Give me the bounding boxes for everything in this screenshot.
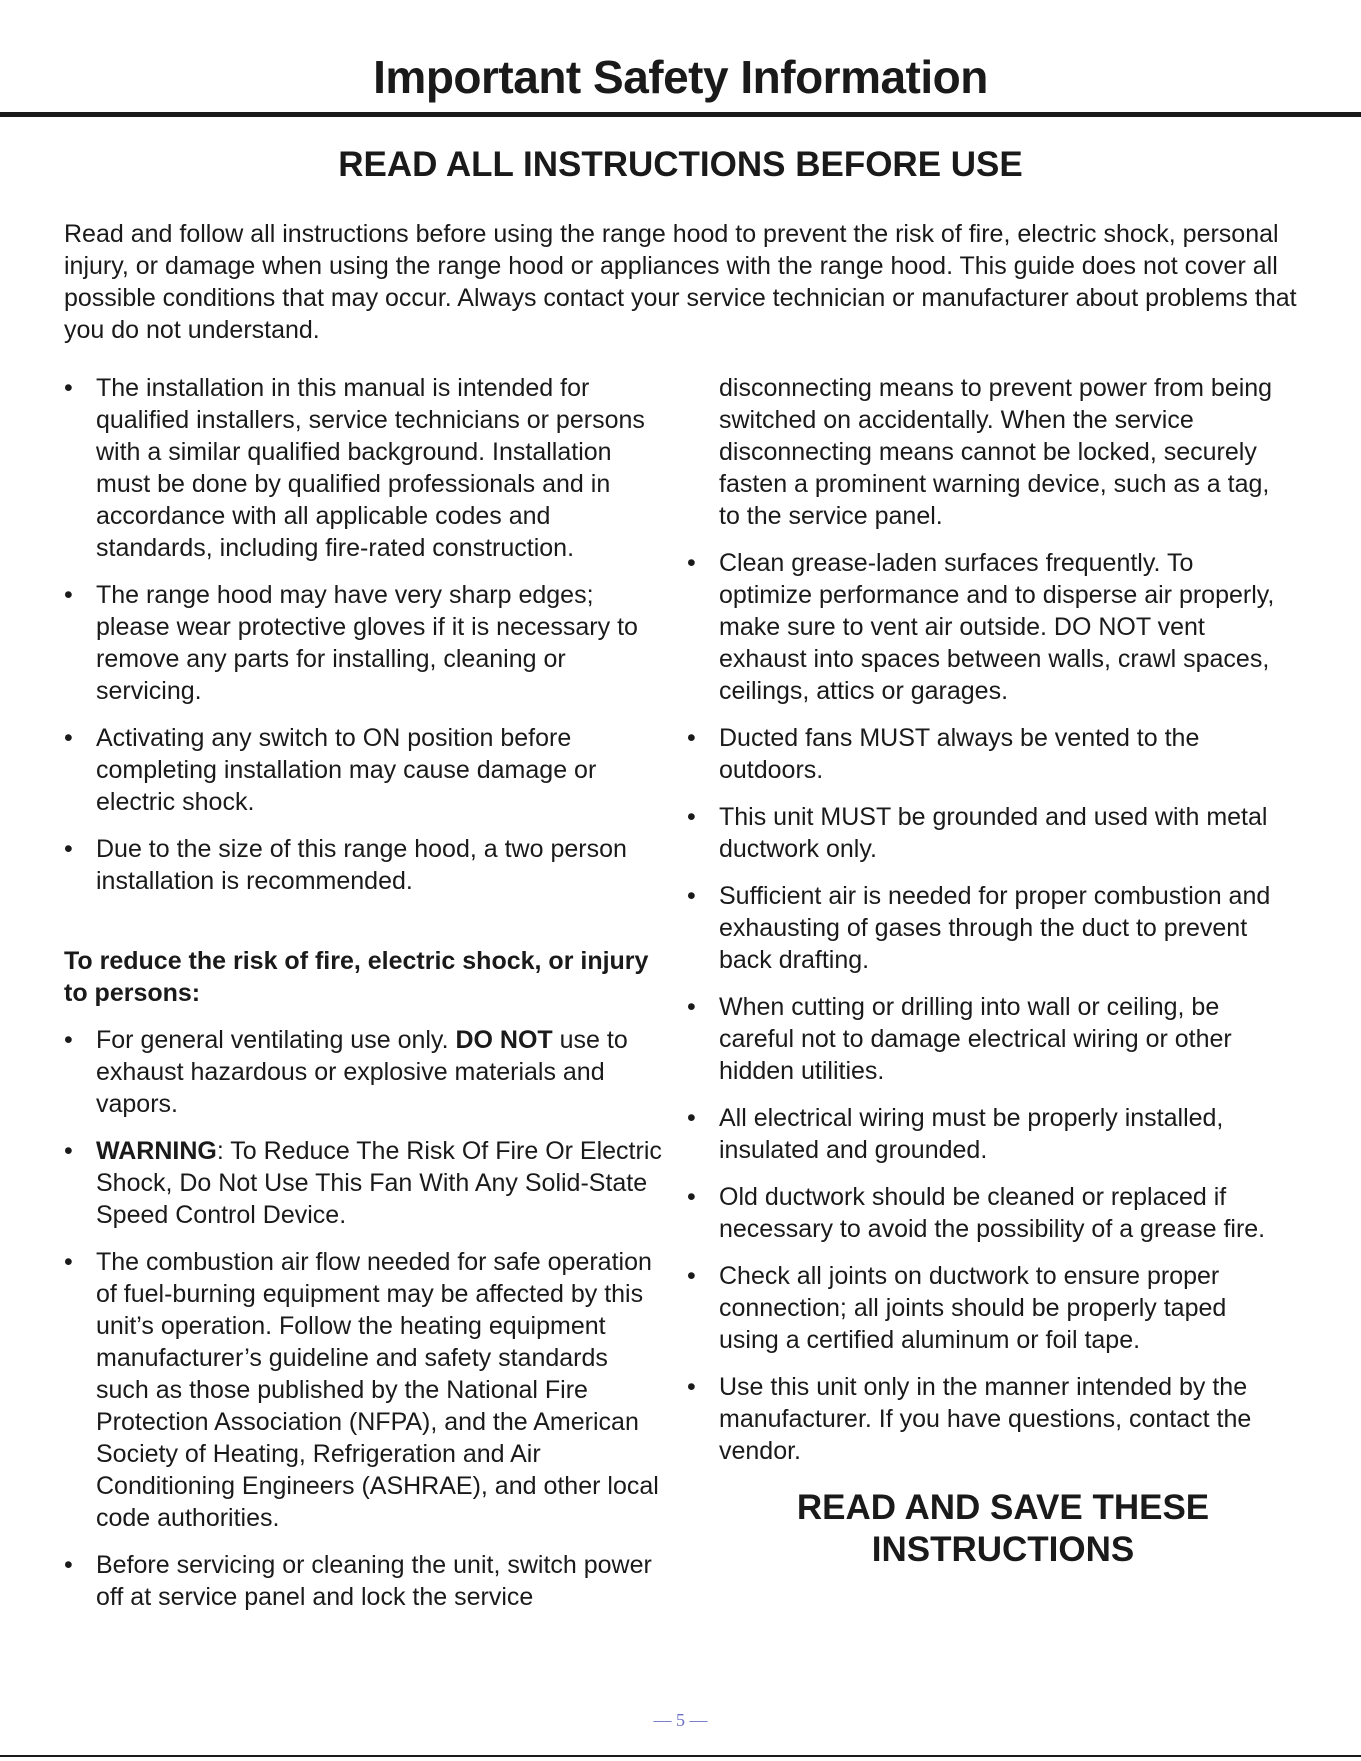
bullet-list-general (64, 372, 664, 897)
sub-heading: READ ALL INSTRUCTIONS BEFORE USE (338, 145, 1023, 184)
intro-paragraph: Read and follow all instructions before using the range hood to prevent the risk of fire, electric shock, personal injury, or damage when using the range hood or appliances with the range hood. This guide does not cover all possible conditions that may occur. Always contact your service technician or manufacturer about problems that you do not understand. (64, 220, 1297, 344)
list-item: • All electrical wiring must be properly installed, insulated and grounded. (687, 1102, 1287, 1166)
bottom-divider (0, 1755, 1361, 1757)
bullet-list-continued (687, 372, 1287, 1467)
page-title: Important Safety Information (373, 51, 988, 103)
item-text: For general ventilating use only. (96, 1026, 456, 1054)
bullet-list-risk (64, 1024, 664, 1613)
list-item: • The installation in this manual is intended for qualified installers, service technicians or persons with a similar qualified background. Installation must be done by qualified professionals and in accordance with all applicable codes and standards, including fire-rated construction. (64, 372, 664, 564)
item-text: use to exhaust hazardous or explosive materials and vapors. (96, 1026, 628, 1118)
save-line-1: READ AND SAVE THESE (796, 1488, 1210, 1527)
list-item: • Use this unit only in the manner intended by the manufacturer. If you have questions, contact the vendor. (687, 1371, 1287, 1467)
list-item: • Old ductwork should be cleaned or replaced if necessary to avoid the possibility of a grease fire. (687, 1181, 1287, 1245)
list-item: • Before servicing or cleaning the unit, switch power off at service panel and lock the service (64, 1549, 664, 1613)
left-column (64, 372, 664, 1628)
save-instructions-heading (687, 1487, 1287, 1571)
list-item: • Sufficient air is needed for proper combustion and exhausting of gases through the duct to prevent back drafting. (687, 880, 1287, 976)
list-item-continuation: disconnecting means to prevent power from being switched on accidentally. When the service disconnecting means cannot be locked, securely fasten a prominent warning device, such as a tag, to the service panel. (719, 374, 1273, 530)
list-item: • The range hood may have very sharp edges; please wear protective gloves if it is necessary to remove any parts for installing, cleaning or servicing. (64, 579, 664, 707)
title-divider (0, 112, 1361, 117)
item-emphasis: DO NOT (455, 1026, 553, 1054)
list-item: • Ducted fans MUST always be vented to the outdoors. (687, 722, 1287, 786)
list-item: • This unit MUST be grounded and used with metal ductwork only. (687, 801, 1287, 865)
list-item: • Due to the size of this range hood, a two person installation is recommended. (64, 833, 664, 897)
list-item: • Check all joints on ductwork to ensure proper connection; all joints should be properly taped using a certified aluminum or foil tape. (687, 1260, 1287, 1356)
list-item: • When cutting or drilling into wall or ceiling, be careful not to damage electrical wiring or other hidden utilities. (687, 991, 1287, 1087)
right-column (687, 372, 1287, 1571)
list-item: • Clean grease-laden surfaces frequently. To optimize performance and to disperse air properly, make sure to vent air outside. DO NOT vent exhaust into spaces between walls, crawl spaces, ceilings, attics or garages. (687, 547, 1287, 707)
list-item: • The combustion air flow needed for safe operation of fuel-burning equipment may be affected by this unit’s operation. Follow the heating equipment manufacturer’s guideline and safety standards such as those published by the National Fire Protection Association (NFPA), and the American Society of Heating, Refrigeration and Air Conditioning Engineers (ASHRAE), and other local code authorities. (64, 1246, 664, 1534)
list-item (64, 1135, 664, 1231)
save-line-2: INSTRUCTIONS (871, 1530, 1135, 1569)
item-text: : To Reduce The Risk Of Fire Or Electric Shock, Do Not Use This Fan With Any Solid-State Speed Control Device. (96, 1137, 662, 1229)
list-item (64, 1024, 664, 1120)
item-emphasis: WARNING (96, 1137, 217, 1165)
page-number: — 5 — (653, 1710, 708, 1730)
list-item: • Activating any switch to ON position before completing installation may cause damage or electric shock. (64, 722, 664, 818)
section-heading: To reduce the risk of fire, electric shock, or injury to persons: (64, 947, 649, 1007)
